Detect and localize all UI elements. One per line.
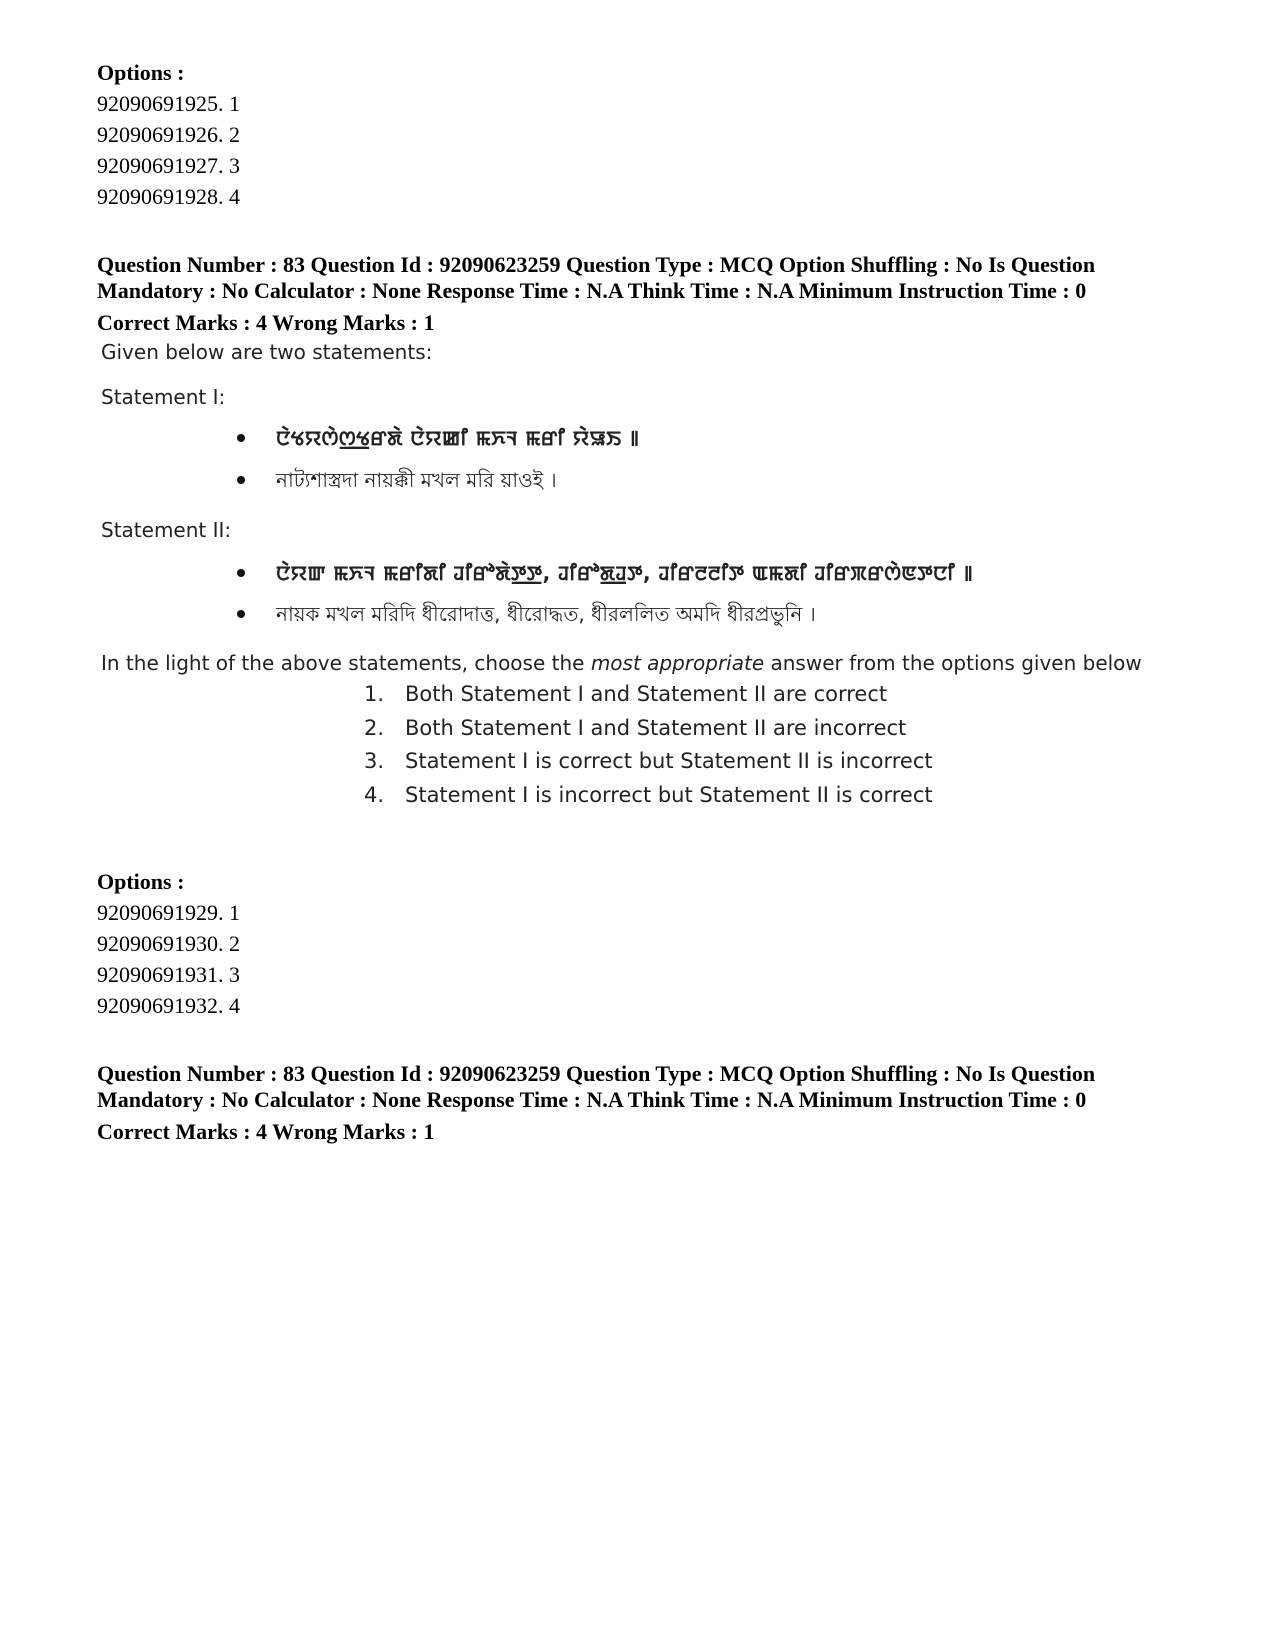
answer-choice-4	[364, 780, 933, 810]
option-id-line: 92090691925. 1	[97, 91, 240, 116]
options-block-top	[97, 57, 1187, 212]
option-id-line: 92090691931. 3	[97, 962, 240, 987]
question-instruction	[101, 650, 1142, 676]
statement2-bengali	[237, 600, 816, 628]
statement1-label: Statement I:	[101, 385, 226, 409]
bullet-icon	[237, 569, 245, 577]
option-id-line: 92090691932. 4	[97, 993, 240, 1018]
instruction-emphasis: most appropriate	[590, 651, 765, 675]
statement2-bengali-text: নায়ক মখল মরিদি ধীরোদাত্ত, ধীরোদ্ধত, ধীরললিত অমদি ধীরপ্রভুনি ।	[276, 602, 816, 626]
instruction-text-end: answer from the options given below	[764, 651, 1142, 675]
choice-text: Statement I is incorrect but Statement II is correct	[405, 783, 933, 807]
question-intro: Given below are two statements:	[101, 340, 433, 364]
choice-number: 2.	[364, 716, 385, 740]
choice-number: 3.	[364, 749, 385, 773]
choice-number: 4.	[364, 783, 385, 807]
question-meta-line2: Mandatory : No Calculator : None Response Time : N.A Think Time : N.A Minimum Instruction Time : 0	[97, 278, 1087, 303]
answer-choice-3	[364, 746, 933, 776]
answer-choice-1	[364, 679, 887, 709]
statement1-meitei-text: ꯅꯥꯠꯌꯁꯥꯁ꯭ꯠꯔꯗꯥ ꯅꯥꯌꯀꯤ ꯃꯈꯜ ꯃꯔꯤ ꯌꯥꯎꯏ ꯫	[276, 426, 640, 450]
statement2-meitei-text: ꯅꯥꯌꯛ ꯃꯈꯜ ꯃꯔꯤꯗꯤ ꯙꯤꯔꯣꯗꯥꯇ꯭ꯇ, ꯙꯤꯔꯣꯗ꯭ꯙꯇ, ꯙꯤꯔꯂꯂꯤꯇ ꯑꯃꯗꯤ ꯙꯤꯔꯞꯔꯁꯥꯟꯇꯅꯤ ꯫	[276, 561, 974, 585]
choice-text: Statement I is correct but Statement II is incorrect	[405, 749, 933, 773]
option-id-line: 92090691930. 2	[97, 931, 240, 956]
statement2-label: Statement II:	[101, 518, 232, 542]
bullet-icon	[237, 434, 245, 442]
bullet-icon	[237, 476, 245, 484]
statement1-bengali	[237, 466, 557, 494]
statement1-bengali-text: নাট্যশাস্ত্রদা নায়ক্কী মখল মরি য়াওই ।	[276, 468, 557, 492]
next-question-meta	[97, 1061, 1187, 1145]
statement1-meitei	[237, 424, 640, 452]
next-question-meta-line2: Mandatory : No Calculator : None Response Time : N.A Think Time : N.A Minimum Instruction Time : 0	[97, 1087, 1087, 1112]
option-id-line: 92090691927. 3	[97, 153, 240, 178]
bullet-icon	[237, 610, 245, 618]
question-meta-line1: Question Number : 83 Question Id : 92090623259 Question Type : MCQ Option Shuffling : No Is Question	[97, 252, 1096, 277]
option-id-line: 92090691929. 1	[97, 900, 240, 925]
options-heading: Options :	[97, 869, 185, 894]
question-marks: Correct Marks : 4 Wrong Marks : 1	[97, 310, 435, 335]
options-heading: Options :	[97, 60, 185, 85]
statement2-meitei	[237, 559, 973, 587]
next-question-marks: Correct Marks : 4 Wrong Marks : 1	[97, 1119, 435, 1144]
question-meta	[97, 252, 1187, 336]
choice-text: Both Statement I and Statement II are correct	[405, 682, 888, 706]
next-question-meta-line1: Question Number : 83 Question Id : 92090623259 Question Type : MCQ Option Shuffling : No Is Question	[97, 1061, 1096, 1086]
option-id-line: 92090691928. 4	[97, 184, 240, 209]
instruction-text: In the light of the above statements, choose the	[101, 651, 591, 675]
answer-choice-2	[364, 713, 906, 743]
choice-number: 1.	[364, 682, 385, 706]
options-block-bottom	[97, 866, 1187, 1021]
choice-text: Both Statement I and Statement II are incorrect	[405, 716, 907, 740]
option-id-line: 92090691926. 2	[97, 122, 240, 147]
